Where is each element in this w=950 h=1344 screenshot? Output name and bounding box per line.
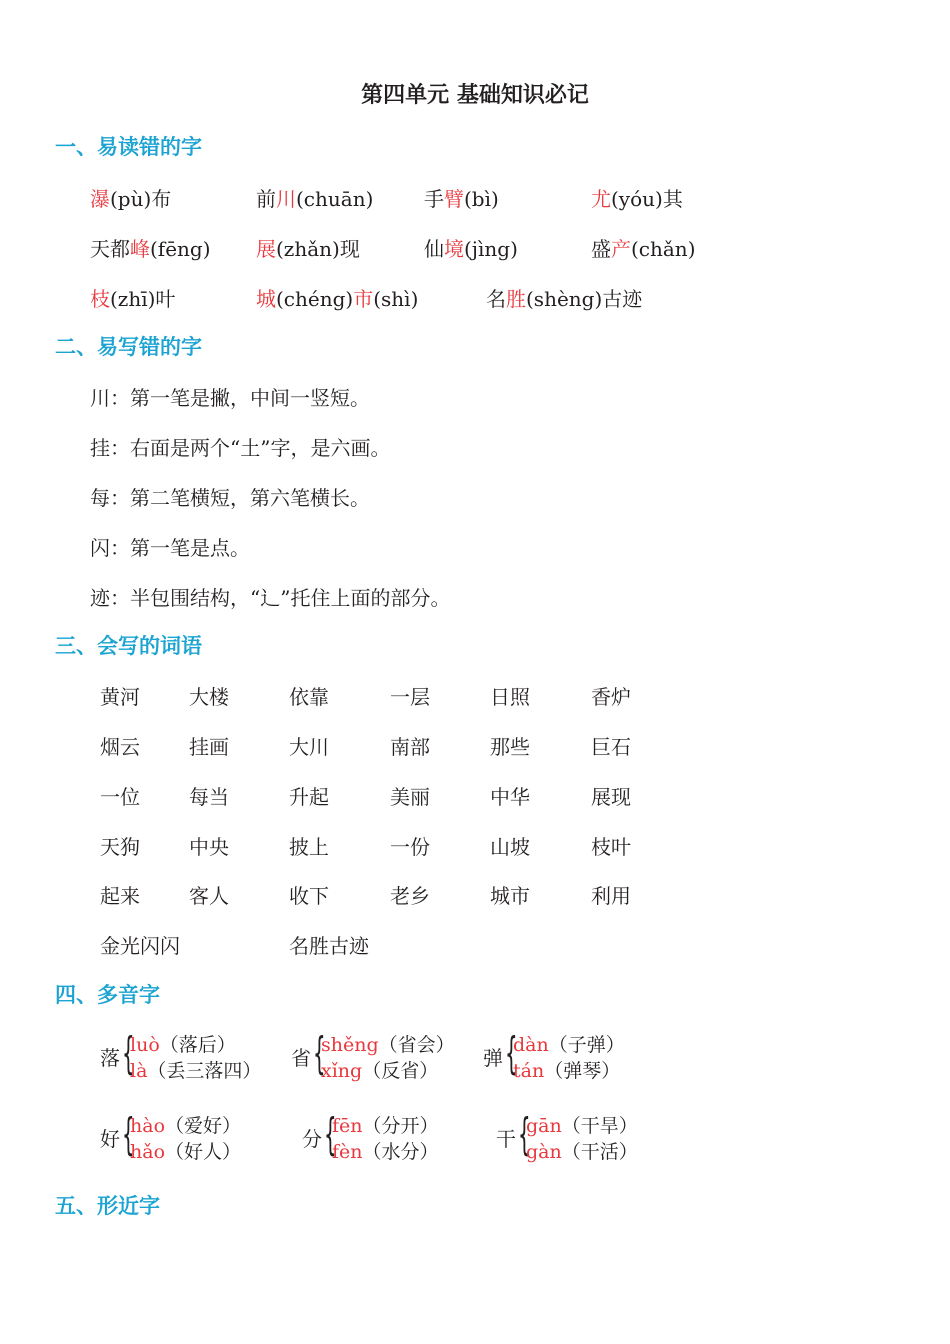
polyphone-char: 落 xyxy=(100,1046,120,1070)
section-heading-miswritten: 二、易写错的字 xyxy=(55,335,202,359)
word: 金光闪闪 xyxy=(100,934,180,958)
reading-item: 尤(yóu)其 xyxy=(591,187,683,211)
word: 中华 xyxy=(490,785,530,809)
reading-item: 城(chéng)市(shì) xyxy=(256,287,419,311)
section-heading-words: 三、会写的词语 xyxy=(55,634,202,658)
reading-item: 展(zhǎn)现 xyxy=(256,237,360,261)
brace-icon: { xyxy=(518,1109,531,1160)
polyphone-reading: shěng（省会） xyxy=(321,1034,455,1056)
page-title: 第四单元 基础知识必记 xyxy=(361,83,589,108)
polyphone-reading: hǎo（好人） xyxy=(130,1141,242,1163)
word: 客人 xyxy=(189,884,229,908)
word: 一层 xyxy=(390,685,430,709)
polyphone-reading: xǐng（反省） xyxy=(321,1060,439,1082)
reading-item: 瀑(pù)布 xyxy=(90,187,172,211)
word: 中央 xyxy=(189,835,229,859)
word: 城市 xyxy=(490,884,530,908)
polyphone-reading: fēn（分开） xyxy=(332,1115,439,1137)
word: 日照 xyxy=(490,685,530,709)
writing-note: 迹：半包围结构，“辶”托住上面的部分。 xyxy=(90,586,451,610)
word: 枝叶 xyxy=(591,835,631,859)
word: 收下 xyxy=(289,884,329,908)
section-heading-similar-chars: 五、形近字 xyxy=(55,1194,160,1218)
writing-note: 挂：右面是两个“土”字，是六画。 xyxy=(90,436,391,460)
reading-item: 盛产(chǎn) xyxy=(591,237,696,261)
brace-icon: { xyxy=(324,1109,337,1160)
word: 一位 xyxy=(100,785,140,809)
word: 南部 xyxy=(390,735,430,759)
writing-note: 川：第一笔是撇，中间一竖短。 xyxy=(90,386,370,410)
polyphone-reading: là（丢三落四） xyxy=(130,1060,262,1082)
reading-item: 前川(chuān) xyxy=(256,187,374,211)
word: 老乡 xyxy=(390,884,430,908)
polyphone-reading: hào（爱好） xyxy=(130,1115,242,1137)
brace-icon: { xyxy=(122,1028,135,1079)
word: 升起 xyxy=(289,785,329,809)
polyphone-reading: gān（干旱） xyxy=(526,1115,638,1137)
polyphone-char: 分 xyxy=(302,1127,322,1151)
brace-icon: { xyxy=(313,1028,326,1079)
writing-note: 每：第二笔横短，第六笔横长。 xyxy=(90,486,370,510)
polyphone-reading: dàn（子弹） xyxy=(513,1034,625,1056)
word: 大川 xyxy=(289,735,329,759)
reading-item: 枝(zhī)叶 xyxy=(90,287,176,311)
reading-item: 名胜(shèng)古迹 xyxy=(486,287,643,311)
word: 大楼 xyxy=(189,685,229,709)
word: 天狗 xyxy=(100,835,140,859)
reading-item: 仙境(jìng) xyxy=(424,237,518,261)
section-heading-misread: 一、易读错的字 xyxy=(55,135,202,159)
polyphone-reading: luò（落后） xyxy=(130,1034,236,1056)
writing-note: 闪：第一笔是点。 xyxy=(90,536,250,560)
word: 每当 xyxy=(189,785,229,809)
word: 美丽 xyxy=(390,785,430,809)
word: 起来 xyxy=(100,884,140,908)
word: 披上 xyxy=(289,835,329,859)
brace-icon: { xyxy=(505,1028,518,1079)
word: 依靠 xyxy=(289,685,329,709)
word: 利用 xyxy=(591,884,631,908)
polyphone-char: 好 xyxy=(100,1127,120,1151)
word: 香炉 xyxy=(591,685,631,709)
word: 巨石 xyxy=(591,735,631,759)
word: 名胜古迹 xyxy=(289,934,369,958)
polyphone-char: 干 xyxy=(496,1127,516,1151)
brace-icon: { xyxy=(122,1109,135,1160)
word: 一份 xyxy=(390,835,430,859)
reading-item: 天都峰(fēng) xyxy=(90,237,211,261)
word: 山坡 xyxy=(490,835,530,859)
polyphone-reading: fèn（水分） xyxy=(332,1141,439,1163)
word: 烟云 xyxy=(100,735,140,759)
polyphone-reading: gàn（干活） xyxy=(526,1141,638,1163)
word: 挂画 xyxy=(189,735,229,759)
reading-item: 手臂(bì) xyxy=(424,187,499,211)
polyphone-char: 弹 xyxy=(483,1046,503,1070)
word: 黄河 xyxy=(100,685,140,709)
polyphone-reading: tán（弹琴） xyxy=(513,1060,621,1082)
polyphone-char: 省 xyxy=(291,1046,311,1070)
word: 展现 xyxy=(591,785,631,809)
word: 那些 xyxy=(490,735,530,759)
section-heading-polyphones: 四、多音字 xyxy=(55,983,160,1007)
